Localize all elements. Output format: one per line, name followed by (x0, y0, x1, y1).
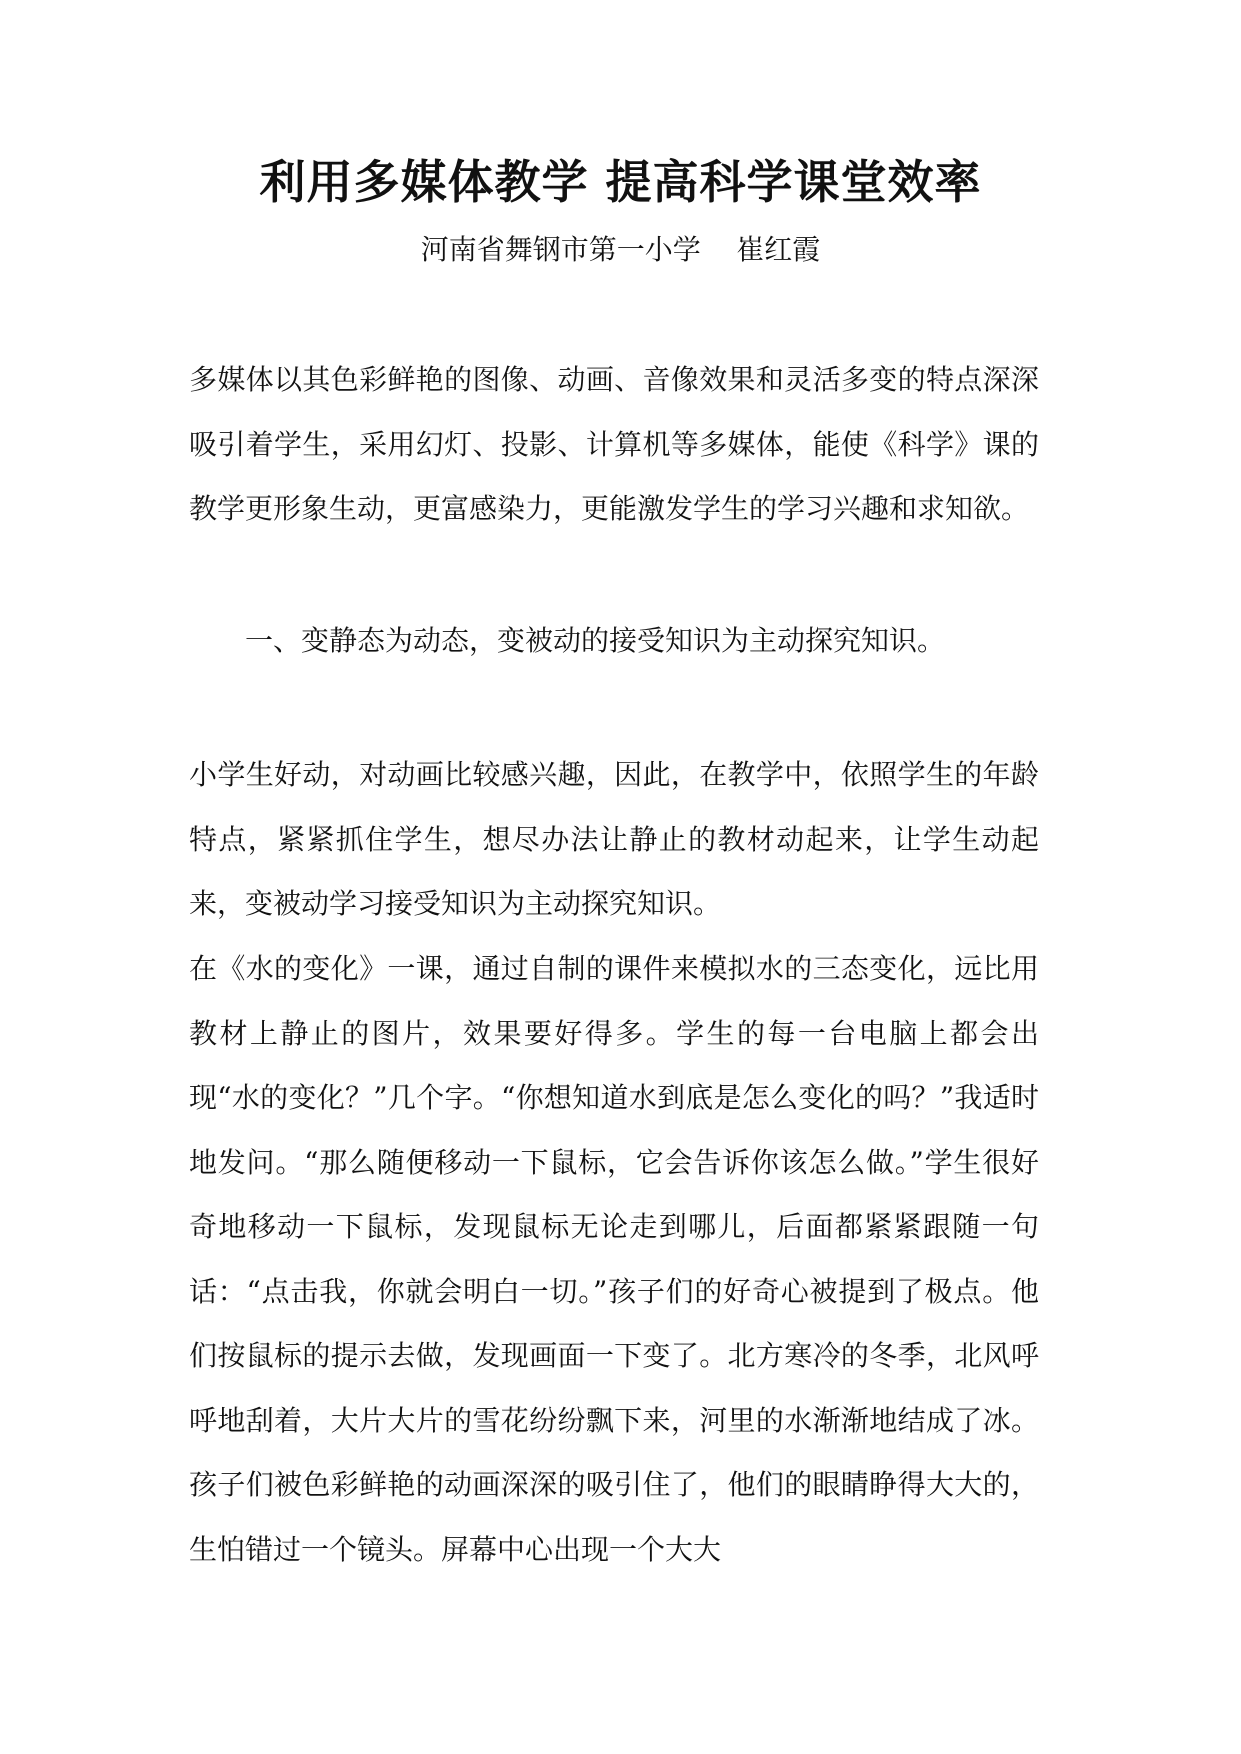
body-paragraph: 在《水的变化》一课，通过自制的课件来模拟水的三态变化，远比用教材上静止的图片，效果要好得多。学生的每一台电脑上都会出现“水的变化？”几个字。“你想知道水到底是怎么变化的吗？”我适时地发问。“那么随便移动一下鼠标，它会告诉你该怎么做。”学生很好奇地移动一下鼠标，发现鼠标无论走到哪儿，后面都紧紧跟随一句话：“点击我，你就会明白一切。”孩子们的好奇心被提到了极点。他们按鼠标的提示去做，发现画面一下变了。北方寒冷的冬季，北风呼呼地刮着，大片大片的雪花纷纷飘下来，河里的水渐渐地结成了冰。孩子们被色彩鲜艳的动画深深的吸引住了，他们的眼睛睁得大大的，生怕错过一个镜头。屏幕中心出现一个大大 (189, 952, 1039, 1566)
body-paragraph: 小学生好动，对动画比较感兴趣，因此，在教学中，依照学生的年龄特点，紧紧抓住学生，想尽办法让静止的教材动起来，让学生动起来，变被动学习接受知识为主动探究知识。 (189, 758, 1039, 920)
document-title: 利用多媒体教学 提高科学课堂效率 (259, 155, 982, 209)
intro-paragraph: 多媒体以其色彩鲜艳的图像、动画、音像效果和灵活多变的特点深深吸引着学生，采用幻灯、投影、计算机等多媒体，能使《科学》课的教学更形象生动，更富感染力，更能激发学生的学习兴趣和求知欲。 (189, 363, 1039, 525)
section-heading: 一、变静态为动态，变被动的接受知识为主动探究知识。 (245, 624, 946, 657)
author-byline: 河南省舞钢市第一小学 崔红霞 (420, 233, 821, 266)
